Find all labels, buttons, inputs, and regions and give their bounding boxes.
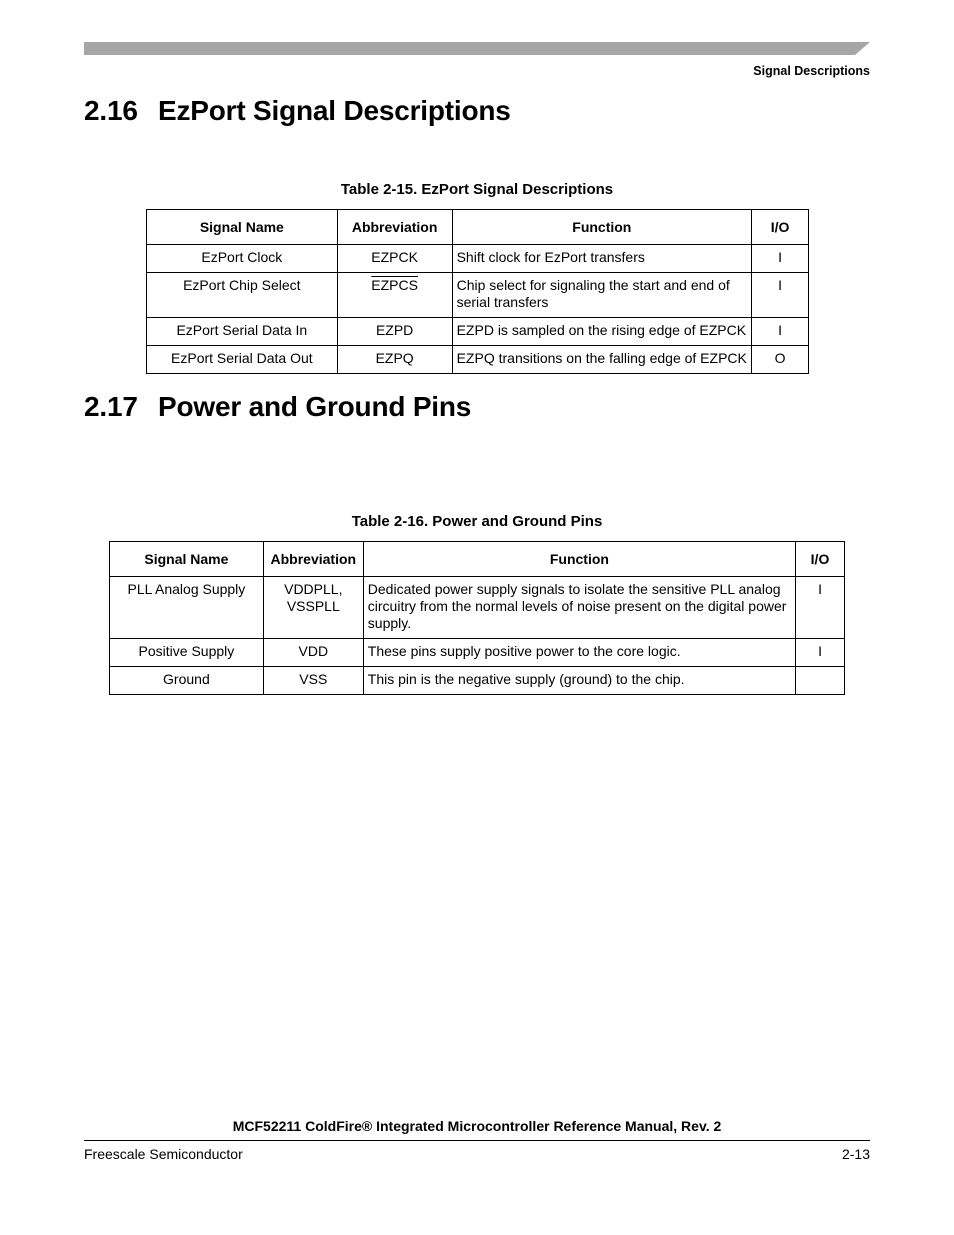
section-heading-2-16 [84,95,511,127]
section-number: 2.16 [84,95,138,126]
table-caption: Table 2-15. EzPort Signal Descriptions [340,181,614,198]
io-cell: I [752,318,809,346]
power-ground-table [109,541,845,695]
function-cell: Chip select for signaling the start and end of serial transfers [452,273,751,318]
function-cell: Shift clock for EzPort transfers [452,245,751,273]
section-title: EzPort Signal Descriptions [158,95,511,126]
footer-document-title: MCF52211 ColdFire® Integrated Microcontroller Reference Manual, Rev. 2 [232,1118,722,1134]
table-row [147,346,809,374]
io-cell [796,667,845,695]
function-cell: EZPD is sampled on the rising edge of EZPCK [452,318,751,346]
abbreviation-cell: VSS [263,667,363,695]
section-number: 2.17 [84,391,138,422]
io-cell: I [796,577,845,639]
running-head: Signal Descriptions [753,64,870,78]
io-cell: I [796,639,845,667]
column-header: I/O [796,542,845,577]
signal-name-cell: Positive Supply [110,639,264,667]
table-row [110,639,845,667]
abbreviation-cell: EZPCK [337,245,452,273]
abbreviation-cell: VDDPLL, VSSPLL [263,577,363,639]
page-number: 2-13 [841,1146,870,1162]
signal-name-cell: EzPort Serial Data In [147,318,338,346]
io-cell: I [752,273,809,318]
abbreviation-cell: VDD [263,639,363,667]
table-row [110,577,845,639]
active-low-abbreviation: EZPCS [371,277,418,293]
ezport-signal-table [146,209,809,374]
column-header: Abbreviation [337,210,452,245]
header-bar [84,42,870,55]
signal-name-cell: Ground [110,667,264,695]
io-cell: O [752,346,809,374]
function-cell: These pins supply positive power to the core logic. [363,639,795,667]
footer-publisher: Freescale Semiconductor [84,1146,243,1162]
abbreviation-cell: EZPQ [337,346,452,374]
signal-name-cell: PLL Analog Supply [110,577,264,639]
table-row [110,667,845,695]
function-cell: EZPQ transitions on the falling edge of EZPCK [452,346,751,374]
abbreviation-cell [337,273,452,318]
io-cell: I [752,245,809,273]
table-header-row [110,542,845,577]
abbreviation-cell: EZPD [337,318,452,346]
signal-name-cell: EzPort Serial Data Out [147,346,338,374]
column-header: Abbreviation [263,542,363,577]
column-header: Function [363,542,795,577]
table-caption: Table 2-16. Power and Ground Pins [351,513,603,530]
column-header: Signal Name [147,210,338,245]
section-heading-2-17 [84,391,471,423]
column-header: I/O [752,210,809,245]
table-row [147,318,809,346]
footer-divider [84,1140,870,1141]
function-cell: This pin is the negative supply (ground) to the chip. [363,667,795,695]
section-title: Power and Ground Pins [158,391,472,422]
column-header: Signal Name [110,542,264,577]
column-header: Function [452,210,751,245]
table-row [147,273,809,318]
table-row [147,245,809,273]
signal-name-cell: EzPort Chip Select [147,273,338,318]
table-header-row [147,210,809,245]
function-cell: Dedicated power supply signals to isolate the sensitive PLL analog circuitry from the normal levels of noise present on the digital power supply. [363,577,795,639]
signal-name-cell: EzPort Clock [147,245,338,273]
